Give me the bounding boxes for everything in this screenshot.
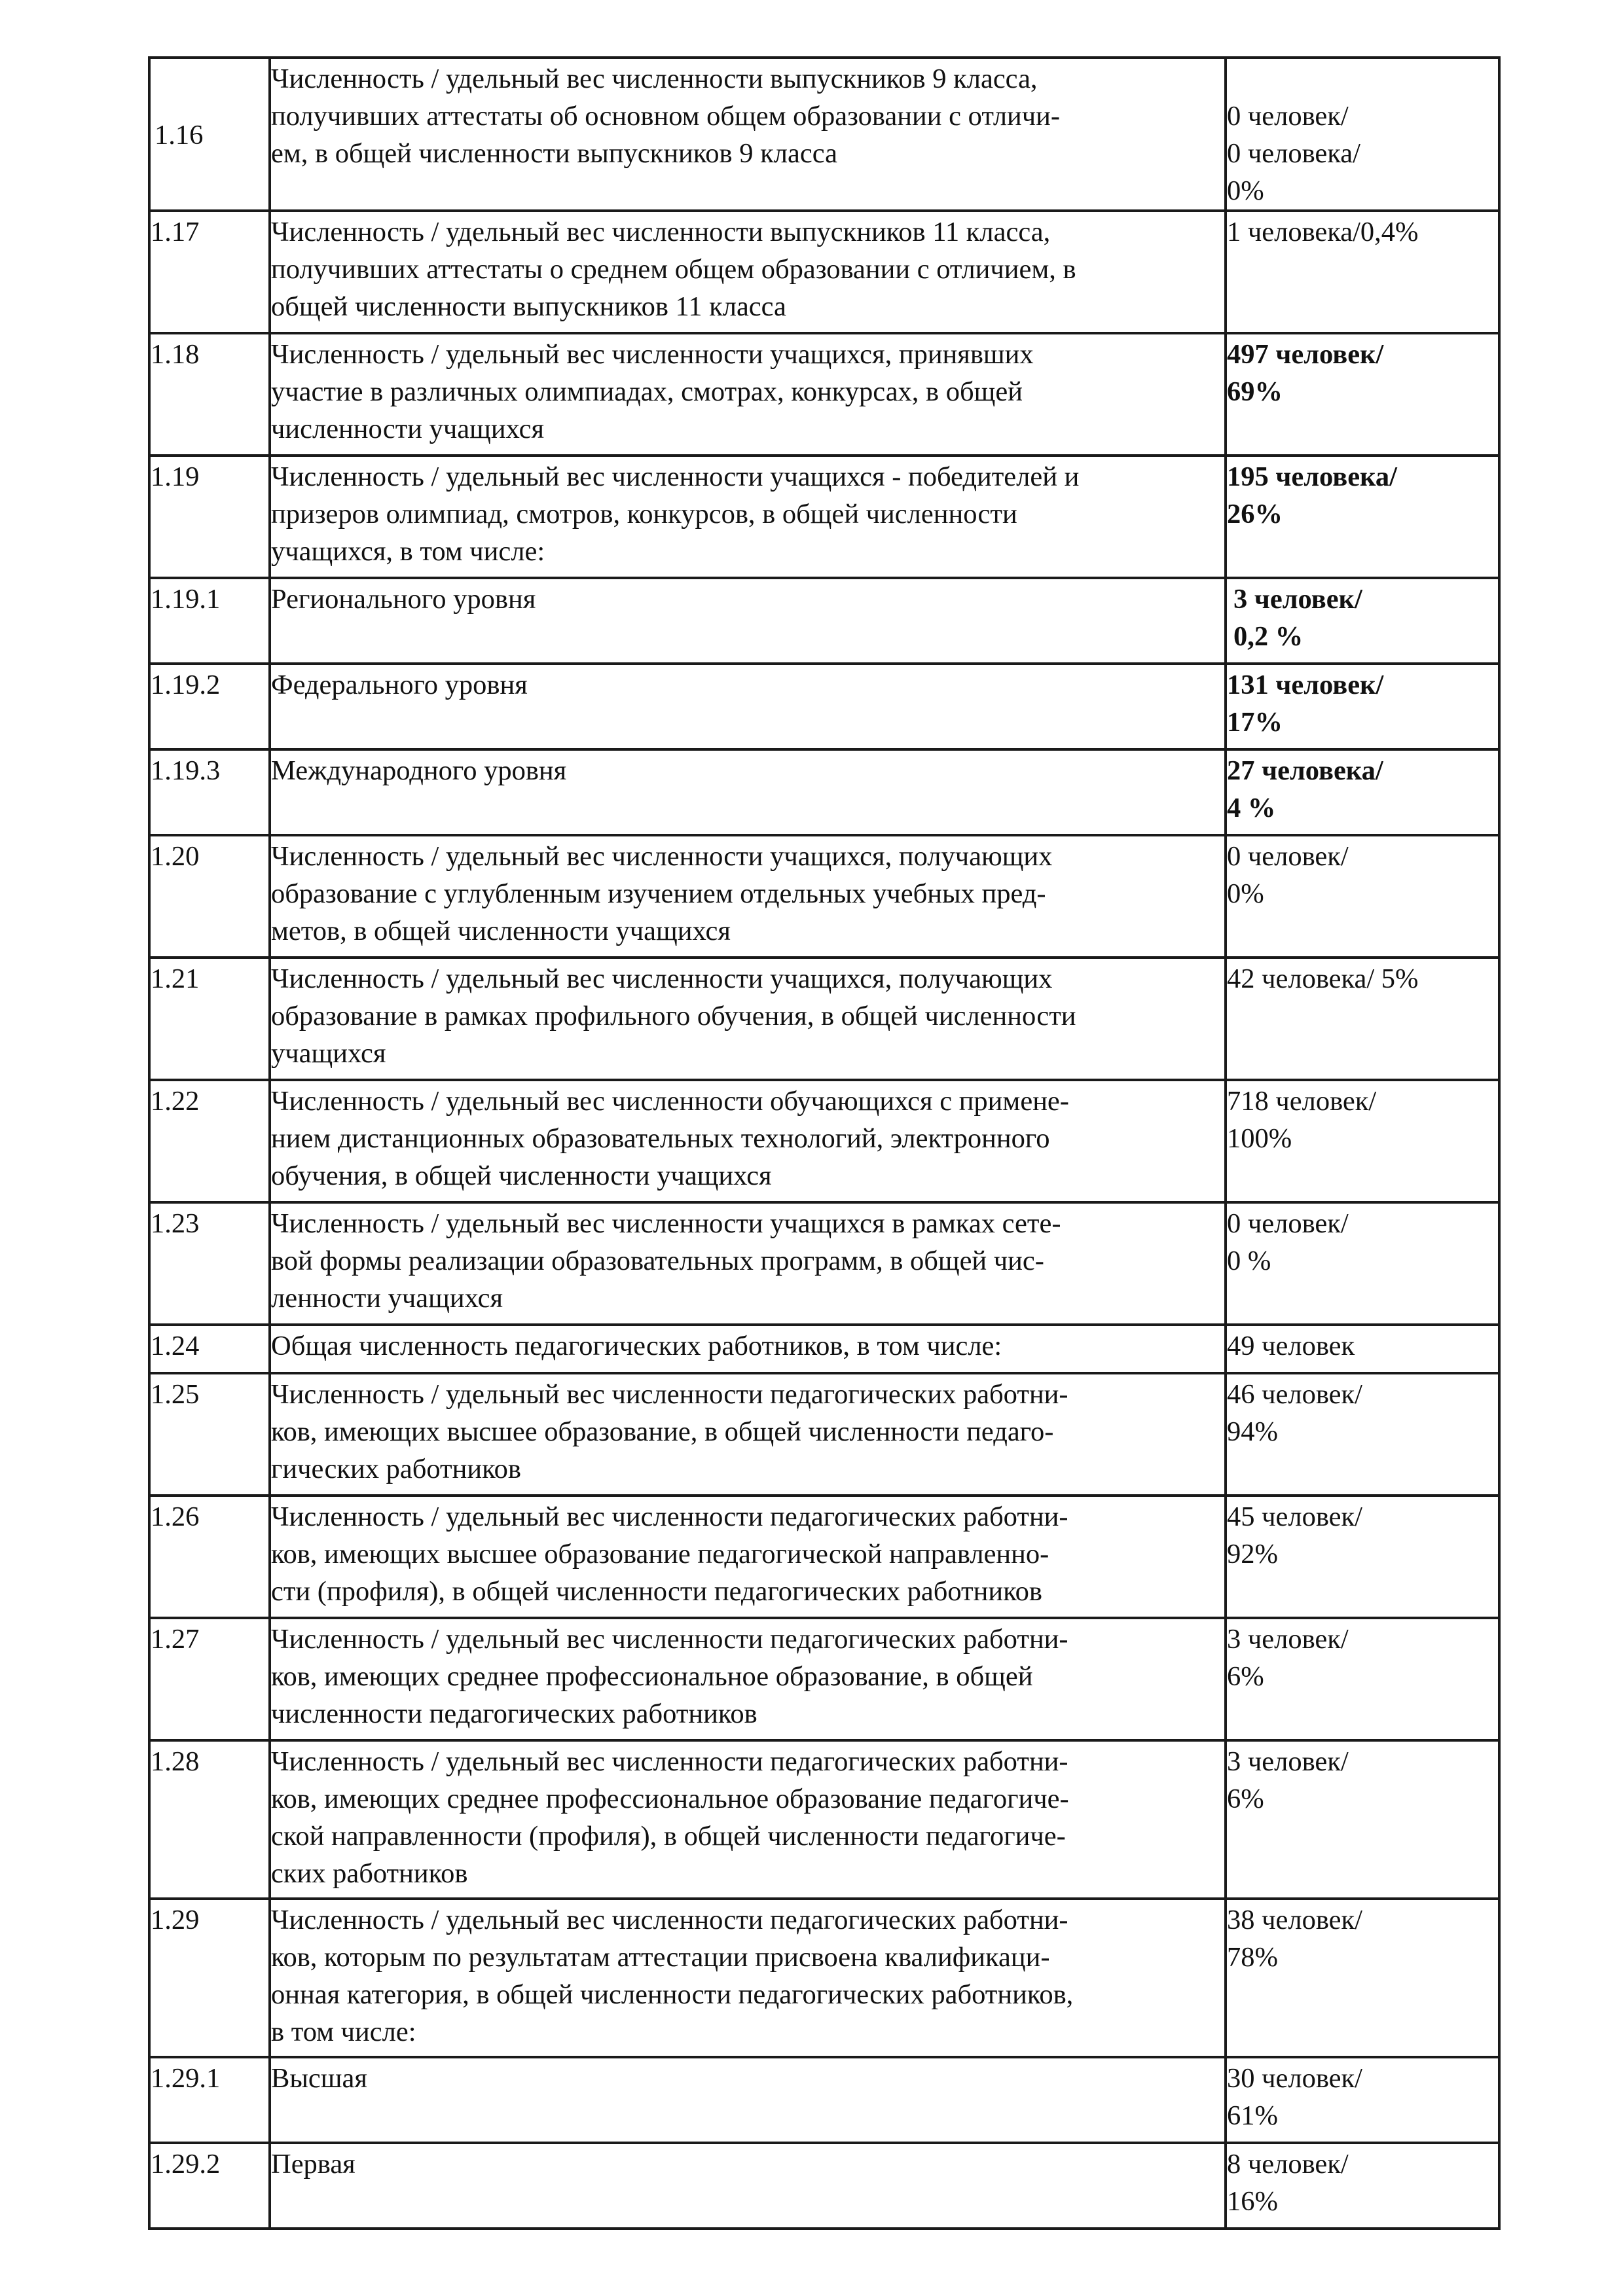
row-value: 497 человек/ 69% [1226,333,1499,456]
table-row [149,333,1499,456]
row-description: Федерального уровня [270,664,1226,749]
row-number: 1.23 [149,1202,270,1325]
row-value: 8 человек/ 16% [1226,2143,1499,2229]
row-value: 1 человека/0,4% [1226,211,1499,333]
row-value: 131 человек/ 17% [1226,664,1499,749]
row-description: Численность / удельный вес численности учащихся, получающих образование в рамках профильного обучения, в общей численности учащихся [270,958,1226,1080]
table-row [149,1325,1499,1373]
row-number: 1.28 [149,1740,270,1899]
row-value: 195 человека/ 26% [1226,456,1499,578]
row-value: 38 человек/ 78% [1226,1899,1499,2057]
row-description: Высшая [270,2057,1226,2143]
table-row [149,1618,1499,1740]
row-description: Численность / удельный вес численности учащихся в рамках сете- вой формы реализации образовательных программ, в общей чис- ленности учащихся [270,1202,1226,1325]
row-value: 3 человек/ 0,2 % [1226,578,1499,664]
row-value: 30 человек/ 61% [1226,2057,1499,2143]
indicators-table [148,56,1501,2230]
row-description: Численность / удельный вес численности выпускников 11 класса, получивших аттестаты о среднем общем образовании с отличием, в общей численности выпускников 11 класса [270,211,1226,333]
row-number: 1.25 [149,1373,270,1496]
row-value: 3 человек/ 6% [1226,1618,1499,1740]
row-number: 1.27 [149,1618,270,1740]
row-description: Численность / удельный вес численности учащихся, получающих образование с углубленным изучением отдельных учебных пред- метов, в общей численности учащихся [270,835,1226,958]
table-row [149,211,1499,333]
table-row [149,1740,1499,1899]
row-number: 1.17 [149,211,270,333]
table-row [149,1080,1499,1202]
table-row [149,664,1499,749]
row-value: 46 человек/ 94% [1226,1373,1499,1496]
row-description: Численность / удельный вес численности педагогических работни- ков, имеющих среднее профессиональное образование педагогиче- ской направленности (профиля), в общей численности педагогиче- ских работников [270,1740,1226,1899]
table-row [149,578,1499,664]
row-number: 1.29.2 [149,2143,270,2229]
row-number: 1.16 [149,58,270,211]
row-value: 49 человек [1226,1325,1499,1373]
table-row [149,2143,1499,2229]
row-number: 1.19 [149,456,270,578]
row-description: Численность / удельный вес численности учащихся - победителей и призеров олимпиад, смотров, конкурсов, в общей численности учащихся, в том числе: [270,456,1226,578]
row-number: 1.29 [149,1899,270,2057]
row-number: 1.29.1 [149,2057,270,2143]
table-row [149,835,1499,958]
row-description: Численность / удельный вес численности педагогических работни- ков, имеющих среднее профессиональное образование, в общей численности педагогических работников [270,1618,1226,1740]
row-number: 1.24 [149,1325,270,1373]
row-description: Международного уровня [270,749,1226,835]
row-value: 3 человек/ 6% [1226,1740,1499,1899]
row-description: Общая численность педагогических работников, в том числе: [270,1325,1226,1373]
table-row [149,1496,1499,1618]
row-number: 1.26 [149,1496,270,1618]
table-row [149,749,1499,835]
table-row [149,1899,1499,2057]
table-row [149,1373,1499,1496]
row-value: 0 человек/ 0 % [1226,1202,1499,1325]
table-row [149,1202,1499,1325]
table-row [149,456,1499,578]
row-description: Регионального уровня [270,578,1226,664]
row-value: 0 человек/ 0 человека/ 0% [1226,58,1499,211]
row-number: 1.22 [149,1080,270,1202]
row-description: Численность / удельный вес численности выпускников 9 класса, получивших аттестаты об основном общем образовании с отличи- ем, в общей численности выпускников 9 класса [270,58,1226,211]
row-number: 1.18 [149,333,270,456]
table-row [149,58,1499,211]
row-value: 45 человек/ 92% [1226,1496,1499,1618]
row-value: 718 человек/ 100% [1226,1080,1499,1202]
row-number: 1.19.1 [149,578,270,664]
row-description: Численность / удельный вес численности педагогических работни- ков, имеющих высшее образование, в общей численности педаго- гических работников [270,1373,1226,1496]
row-number: 1.19.2 [149,664,270,749]
table-row [149,2057,1499,2143]
row-number: 1.20 [149,835,270,958]
row-number: 1.19.3 [149,749,270,835]
row-value: 42 человека/ 5% [1226,958,1499,1080]
row-description: Численность / удельный вес численности учащихся, принявших участие в различных олимпиадах, смотрах, конкурсах, в общей численности учащихся [270,333,1226,456]
row-number: 1.21 [149,958,270,1080]
table-row [149,958,1499,1080]
row-value: 27 человека/ 4 % [1226,749,1499,835]
row-value: 0 человек/ 0% [1226,835,1499,958]
row-description: Численность / удельный вес численности педагогических работни- ков, которым по результатам аттестации присвоена квалификаци- онная категория, в общей численности педагогических работников, в том числе: [270,1899,1226,2057]
row-description: Первая [270,2143,1226,2229]
row-description: Численность / удельный вес численности педагогических работни- ков, имеющих высшее образование педагогической направленно- сти (профиля), в общей численности педагогических работников [270,1496,1226,1618]
row-description: Численность / удельный вес численности обучающихся с примене- нием дистанционных образовательных технологий, электронного обучения, в общей численности учащихся [270,1080,1226,1202]
